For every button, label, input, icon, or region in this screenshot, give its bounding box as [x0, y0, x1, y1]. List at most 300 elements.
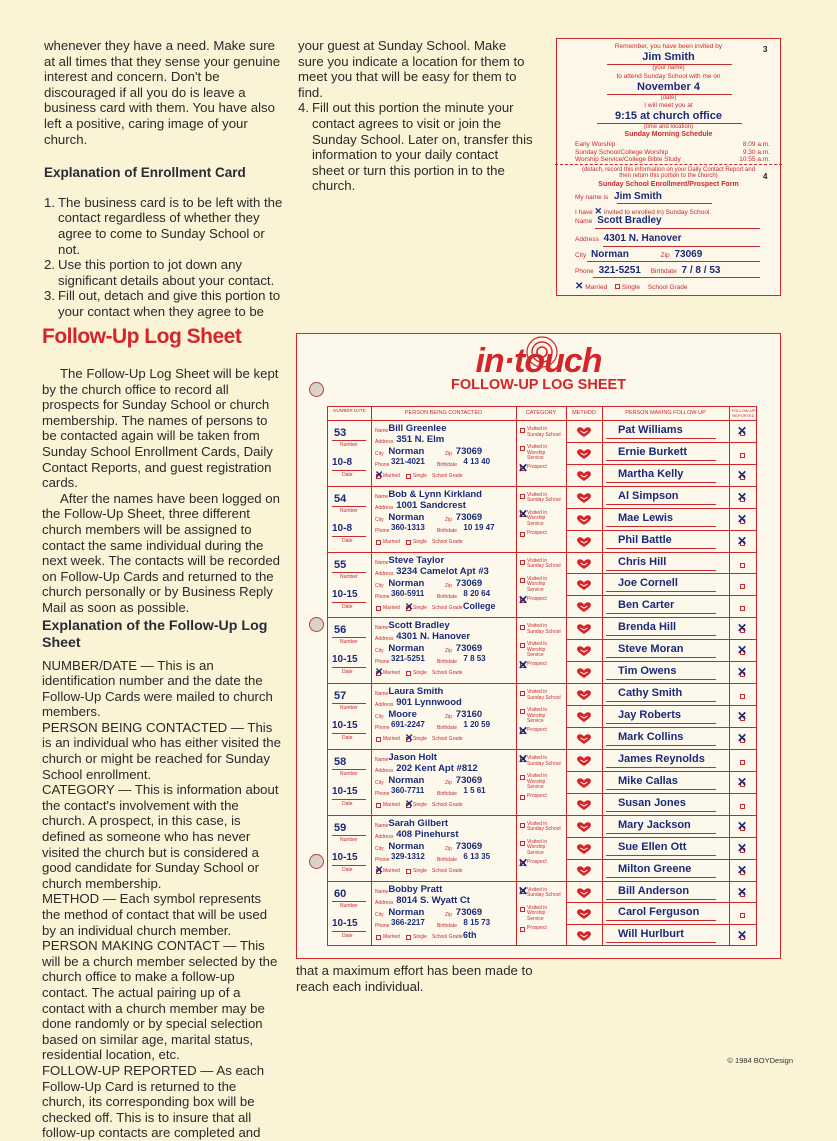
row-number: 55 — [334, 558, 347, 571]
category-label: Visited in Sunday School — [527, 755, 561, 767]
reported-box — [740, 453, 745, 458]
followup-subrow — [566, 882, 756, 904]
followup-underline — [606, 438, 716, 439]
followup-subrow — [566, 618, 756, 640]
log-row — [328, 553, 756, 619]
followup-paragraph-2: After the names have been logged on the Follow-Up Sheet, three different church members will be assigned to contact the same individual during the next week. The contacts will be recorded on Follow-Up Cards and returned to the church personally or by Business Reply Mail as soon as possible. — [42, 490, 280, 615]
followup-subrow — [566, 662, 756, 684]
category-label: Prospect — [527, 924, 547, 931]
single-label: Single — [413, 933, 427, 940]
heart-method-icon — [576, 426, 592, 438]
sheet-subtitle: FOLLOW-UP LOG SHEET — [450, 377, 627, 393]
contact-phone: 360-1313 — [391, 522, 425, 532]
reported-check: ✕ — [737, 533, 748, 548]
heart-method-icon — [576, 930, 592, 942]
row-date: 10-15 — [332, 917, 358, 929]
schedule-time: 10:55 a.m. — [739, 156, 770, 163]
definition-term: CATEGORY — [42, 782, 115, 798]
married-label: Married — [383, 802, 400, 808]
grade-label: School Grade — [432, 933, 463, 940]
card-date: November 4 — [637, 81, 700, 93]
heart-method-icon — [576, 579, 592, 591]
married-label: Married — [383, 538, 400, 545]
grade-label: School Grade — [432, 867, 463, 874]
heart-method-icon — [576, 821, 592, 833]
heart-method-icon — [576, 601, 592, 613]
reported-check: ✕ — [737, 884, 748, 899]
followup-underline — [606, 613, 716, 614]
category-label: Visited in Sunday School — [527, 689, 561, 701]
contact-birthdate-label: Birthdate — [437, 462, 458, 468]
card-married-check: ✕ — [575, 281, 584, 292]
category-check: ✕ — [518, 855, 529, 870]
category-label: Visited in Worship Service — [527, 444, 548, 461]
contact-address: 8014 S. Wyatt Ct — [396, 894, 470, 906]
contact-city: Norman — [388, 577, 425, 589]
number-label: Number — [340, 705, 358, 712]
followup-underline — [606, 657, 716, 658]
brand-header — [297, 342, 780, 393]
grade-label: School Grade — [432, 736, 463, 743]
contact-zip-label: Zip — [445, 845, 452, 852]
card-my-name-row — [575, 191, 662, 202]
card-meet-text: I will meet you at — [644, 102, 693, 109]
contact-city: Norman — [388, 446, 425, 457]
followup-person: Ernie Burkett — [618, 445, 688, 458]
card-remember-text: Remember, you have been invited by — [614, 43, 723, 50]
contact-address-label: Address — [375, 702, 394, 709]
followup-subrows — [566, 684, 756, 749]
contact-phone-label: Phone — [375, 922, 390, 929]
category-box — [520, 823, 525, 828]
contact-zip: 73069 — [455, 840, 483, 852]
card-have-text: invited to enrolled in) Sunday School. — [603, 209, 712, 216]
followup-paragraph-1: The Follow-Up Log Sheet will be kept by the church office to record all prospects for Sunday School or church membership. The names of persons to be contacted again will be taken from Sunday School Enrollment Cards, Daily Contact Reports, and guest registration cards. — [42, 366, 279, 491]
contact-address: 1001 Sandcrest — [396, 499, 466, 511]
row-number-underline — [332, 769, 366, 770]
category-label: Prospect — [527, 464, 547, 470]
category-box — [520, 907, 525, 912]
number-label: Number — [340, 639, 358, 646]
contact-phone-label: Phone — [375, 462, 390, 468]
category-check: ✕ — [518, 506, 529, 521]
card-address-label: Address — [575, 236, 599, 243]
contact-phone: 360-5911 — [391, 588, 425, 598]
date-label: Date — [342, 866, 353, 873]
category-box — [520, 428, 525, 433]
category-box — [520, 625, 525, 630]
category-label: Prospect — [527, 661, 547, 668]
category-label: Prospect — [527, 858, 547, 865]
followup-subrow — [566, 509, 756, 531]
category-label: Visited in Sunday School — [527, 820, 561, 833]
enrollment-steps-list — [44, 195, 284, 320]
column-1-bottom — [42, 366, 282, 1141]
reported-check: ✕ — [737, 489, 748, 504]
category-label: Visited in Worship Service — [527, 707, 548, 725]
followup-underline — [606, 482, 716, 483]
followup-subrow — [566, 421, 756, 443]
card-phone: 321-5251 — [598, 265, 641, 276]
card-birthdate-label: Birthdate — [650, 268, 677, 275]
row-date-underline — [332, 931, 366, 932]
followup-person: Martha Kelly — [618, 467, 684, 480]
married-box — [376, 803, 381, 808]
contact-zip-label: Zip — [445, 451, 452, 457]
card-time-label: (time and location) — [643, 124, 694, 130]
header-category: CATEGORY — [525, 410, 557, 416]
number-label: Number — [340, 507, 358, 514]
followup-underline — [606, 767, 716, 768]
definition-text: — Each symbol represents the method of contact that will be used by an individual church member. — [42, 891, 268, 938]
definition-term: NUMBER/DATE — [42, 657, 138, 673]
contact-name-label: Name — [375, 428, 389, 434]
followup-subrow — [566, 684, 756, 706]
card-status-row — [575, 281, 688, 292]
brand-logo: in·touch — [475, 342, 602, 380]
card-time-location: 9:15 at church office — [615, 110, 722, 122]
followup-subrow — [566, 816, 756, 838]
category-label: Visited in Worship Service — [527, 838, 548, 856]
schedule-time: 8:09 a.m. — [742, 141, 770, 148]
followup-person: Mae Lewis — [618, 511, 674, 524]
heart-method-icon — [576, 689, 592, 701]
followup-underline — [606, 789, 716, 790]
list-item — [298, 100, 534, 194]
card-underline — [603, 246, 760, 247]
category-box — [520, 494, 525, 499]
category-box — [520, 560, 525, 565]
list-item-number: 4. — [298, 100, 309, 116]
date-label: Date — [342, 932, 353, 939]
card-zip: 73069 — [674, 249, 703, 260]
contact-birthdate: 8 20 64 — [463, 588, 491, 598]
followup-subrow — [566, 903, 756, 925]
followup-underline — [606, 745, 716, 746]
followup-underline — [606, 570, 716, 571]
row-number-underline — [332, 572, 366, 573]
contact-address-label: Address — [375, 570, 394, 577]
heart-method-icon — [576, 843, 592, 855]
number-label: Number — [340, 836, 358, 843]
grade-label: School Grade — [432, 802, 463, 808]
heart-method-icon — [576, 536, 592, 548]
contact-name-label: Name — [375, 625, 389, 632]
married-box — [376, 540, 381, 545]
contact-address-label: Address — [375, 504, 394, 511]
card-detach-note: (detach, record this information on your Daily Contact Report and then return this portion to the church) — [581, 167, 756, 179]
followup-person: Mary Jackson — [618, 818, 691, 831]
reported-check: ✕ — [737, 621, 748, 636]
single-label: Single — [413, 670, 427, 677]
definitions-list — [42, 658, 282, 1141]
reported-check: ✕ — [737, 511, 748, 526]
card-phone-label: Phone — [575, 268, 594, 275]
followup-person: Brenda Hill — [618, 621, 677, 634]
school-grade: 6th — [463, 929, 477, 940]
definition-item — [42, 891, 282, 938]
reported-check: ✕ — [737, 709, 748, 724]
married-label: Married — [383, 933, 400, 940]
contact-city-label: City — [375, 714, 384, 721]
heart-method-icon — [576, 623, 592, 635]
contact-birthdate: 6 13 35 — [463, 851, 491, 861]
heart-method-icon — [576, 558, 592, 570]
followup-person: James Reynolds — [618, 753, 705, 765]
followup-subrow — [566, 443, 756, 465]
married-label: Married — [383, 670, 400, 677]
date-label: Date — [342, 472, 353, 478]
contact-birthdate-label: Birthdate — [437, 593, 458, 600]
card-address-row — [575, 233, 682, 244]
row-date: 10-8 — [332, 522, 353, 534]
row-date-underline — [332, 733, 366, 734]
heart-method-icon — [576, 908, 592, 920]
grade-label: School Grade — [432, 604, 463, 611]
contact-name-label: Name — [375, 559, 389, 566]
grid-rows — [328, 421, 756, 945]
grade-label: School Grade — [432, 670, 463, 677]
contact-phone-label: Phone — [375, 593, 390, 600]
log-row — [328, 421, 756, 487]
contact-zip: 73069 — [455, 775, 483, 786]
category-label: Visited in Worship Service — [527, 509, 548, 527]
list-item — [44, 257, 284, 288]
heart-method-icon — [576, 711, 592, 723]
category-box — [520, 927, 525, 932]
contact-city: Moore — [388, 709, 417, 721]
column-1-top — [44, 38, 284, 320]
schedule-label: Sunday School/College Worship — [575, 148, 669, 156]
contact-address-label: Address — [375, 899, 394, 906]
row-date: 10-15 — [332, 654, 358, 666]
header-person-contacted: PERSON BEING CONTACTED — [404, 410, 483, 416]
contact-birthdate-label: Birthdate — [437, 527, 458, 534]
contact-zip-label: Zip — [445, 714, 452, 721]
card-married-label: Married — [585, 284, 608, 291]
row-date-underline — [332, 536, 366, 537]
log-grid — [327, 406, 757, 946]
row-date-underline — [332, 799, 366, 800]
contact-name: Sarah Gilbert — [388, 817, 449, 829]
contact-address: 4301 N. Hanover — [396, 631, 471, 643]
row-date-underline — [332, 602, 366, 603]
log-row — [328, 882, 756, 948]
married-label: Married — [383, 473, 400, 479]
followup-subrows — [566, 421, 756, 486]
guest-paragraph: your guest at Sunday School. Make sure you indicate a location for them to meet you that will be easy for them to find. — [298, 38, 525, 100]
contact-name: Jason Holt — [388, 752, 437, 763]
followup-subrows — [566, 487, 756, 552]
category-box — [520, 643, 525, 648]
header-number-date: NUMBER DATE — [333, 408, 366, 413]
category-check: ✕ — [518, 752, 529, 766]
followup-subrow — [566, 794, 756, 816]
card-my-name-label: My name is — [575, 194, 609, 201]
row-number: 53 — [334, 427, 347, 439]
contact-name: Laura Smith — [388, 686, 444, 698]
contact-birthdate-label: Birthdate — [437, 659, 458, 666]
reported-check: ✕ — [737, 928, 748, 943]
row-number-underline — [332, 703, 366, 704]
contact-city: Norman — [388, 511, 425, 523]
category-box — [520, 446, 525, 451]
contact-address: 202 Kent Apt #812 — [396, 763, 478, 774]
category-check: ✕ — [518, 658, 529, 673]
list-item-number: 3. — [44, 288, 55, 304]
definition-item — [42, 938, 282, 1063]
list-item — [44, 195, 284, 257]
date-label: Date — [342, 801, 353, 807]
number-label: Number — [340, 902, 358, 909]
card-underline — [617, 203, 712, 204]
followup-subrow — [566, 728, 756, 750]
row-number-underline — [332, 506, 366, 507]
married-box — [376, 606, 381, 611]
followup-person: Ben Carter — [618, 599, 675, 612]
date-label: Date — [342, 537, 353, 544]
row-number: 56 — [334, 624, 347, 637]
married-mark: ✕ — [375, 470, 384, 481]
contact-zip-label: Zip — [445, 780, 452, 786]
header-person-making-followup: PERSON MAKING FOLLOW-UP — [625, 410, 706, 416]
card-underline — [595, 228, 760, 229]
reported-check: ✕ — [737, 774, 748, 789]
contact-address: 901 Lynnwood — [396, 697, 462, 709]
grade-label: School Grade — [432, 473, 463, 479]
married-box — [376, 737, 381, 742]
list-item-number: 2. — [44, 257, 55, 273]
grade-label: School Grade — [432, 538, 463, 545]
contact-birthdate: 8 15 73 — [463, 917, 491, 927]
followup-subrow — [566, 487, 756, 509]
followup-subrows — [566, 553, 756, 618]
followup-subrow — [566, 750, 756, 772]
followup-person: Cathy Smith — [618, 687, 683, 700]
schedule-row — [575, 149, 770, 157]
reported-box — [740, 563, 745, 568]
row-date: 10-15 — [332, 588, 358, 600]
reported-check: ✕ — [737, 730, 748, 745]
contact-name-label: Name — [375, 493, 389, 500]
reported-check: ✕ — [737, 424, 748, 438]
reported-check: ✕ — [737, 862, 748, 877]
contact-name-label: Name — [375, 888, 389, 895]
enrollment-card — [556, 38, 781, 296]
single-box — [406, 474, 411, 479]
enrollment-steps-list-continued — [298, 100, 534, 194]
contact-zip: 73069 — [455, 446, 483, 457]
row-date: 10-15 — [332, 786, 358, 797]
reported-check: ✕ — [737, 643, 748, 658]
followup-underline — [606, 811, 716, 812]
contact-zip: 73160 — [455, 709, 483, 721]
contact-city-label: City — [375, 451, 384, 457]
column-2-top — [298, 38, 534, 194]
single-box — [406, 540, 411, 545]
contact-phone-label: Phone — [375, 725, 390, 732]
single-label: Single — [413, 736, 427, 743]
single-label: Single — [413, 802, 427, 808]
card-section-number-4: 4 — [763, 172, 768, 181]
contact-city-label: City — [375, 845, 384, 852]
binder-hole — [309, 854, 324, 869]
card-schedule — [575, 141, 770, 164]
followup-subrow — [566, 531, 756, 553]
contact-zip: 73069 — [455, 643, 483, 655]
card-name-row — [575, 215, 662, 226]
contact-phone: 321-5251 — [391, 654, 425, 664]
followup-person: Sue Ellen Ott — [618, 840, 687, 853]
tail-paragraph: that a maximum effort has been made to reach each individual. — [296, 963, 533, 994]
row-date-underline — [332, 865, 366, 866]
contact-zip: 73069 — [455, 511, 483, 523]
followup-log-sheet — [296, 333, 781, 959]
single-box — [406, 935, 411, 940]
card-city: Norman — [591, 249, 629, 260]
list-item-text: Fill out this portion the minute your contact agrees to visit or join the Sunday School. Later on, transfer this information to your daily contact sheet or turn this portion in to the church. — [312, 100, 533, 194]
contact-zip: 73069 — [455, 906, 483, 918]
followup-person: Jay Roberts — [618, 709, 681, 722]
category-box — [520, 795, 525, 800]
followup-underline — [606, 899, 716, 900]
row-number: 60 — [334, 887, 347, 900]
followup-person: Joe Cornell — [618, 577, 678, 590]
followup-underline — [606, 504, 716, 505]
card-zip-label: Zip — [660, 252, 670, 259]
followup-underline — [606, 701, 716, 702]
followup-subrow — [566, 706, 756, 728]
heart-method-icon — [576, 470, 592, 482]
card-address: 4301 N. Hanover — [603, 233, 682, 244]
definition-text: — This is an individual who has either visited the church or might be reached for Sunday School enrollment. — [42, 719, 281, 782]
category-check: ✕ — [518, 724, 529, 739]
intro-paragraph: whenever they have a need. Make sure at all times that they sense your genuine interest and concern. Don't be discouraged if all you do is leave a business card with them. You have also left a positive, caring image of your church. — [44, 38, 281, 147]
contact-city: Norman — [388, 643, 425, 655]
followup-person: Al Simpson — [618, 489, 679, 502]
binder-hole — [309, 617, 324, 632]
definition-item — [42, 658, 282, 720]
followup-person: Phil Battle — [618, 533, 672, 546]
row-date: 10-8 — [332, 457, 353, 468]
heart-method-icon — [576, 755, 592, 767]
contact-name: Steve Taylor — [388, 554, 445, 566]
heart-method-icon — [576, 492, 592, 504]
card-phone-row — [575, 265, 720, 276]
followup-person: Mark Collins — [618, 730, 684, 743]
heart-method-icon — [576, 777, 592, 789]
followup-person: Tim Owens — [618, 665, 677, 678]
followup-underline — [606, 460, 716, 461]
row-number: 59 — [334, 821, 347, 834]
reported-check: ✕ — [737, 467, 748, 482]
contact-address-label: Address — [375, 768, 394, 774]
row-date-underline — [332, 470, 366, 471]
followup-person: Steve Moran — [618, 643, 684, 656]
row-number-underline — [332, 901, 366, 902]
followup-subrow — [566, 860, 756, 882]
single-label: Single — [413, 473, 427, 479]
single-box — [406, 869, 411, 874]
reported-check: ✕ — [737, 840, 748, 855]
followup-underline — [606, 942, 716, 943]
followup-person: Chris Hill — [618, 555, 667, 568]
followup-subrow — [566, 925, 756, 947]
heart-method-icon — [576, 645, 592, 657]
followup-person: Bill Anderson — [618, 884, 690, 897]
row-date: 10-15 — [332, 720, 358, 732]
contact-name: Scott Bradley — [388, 620, 450, 632]
